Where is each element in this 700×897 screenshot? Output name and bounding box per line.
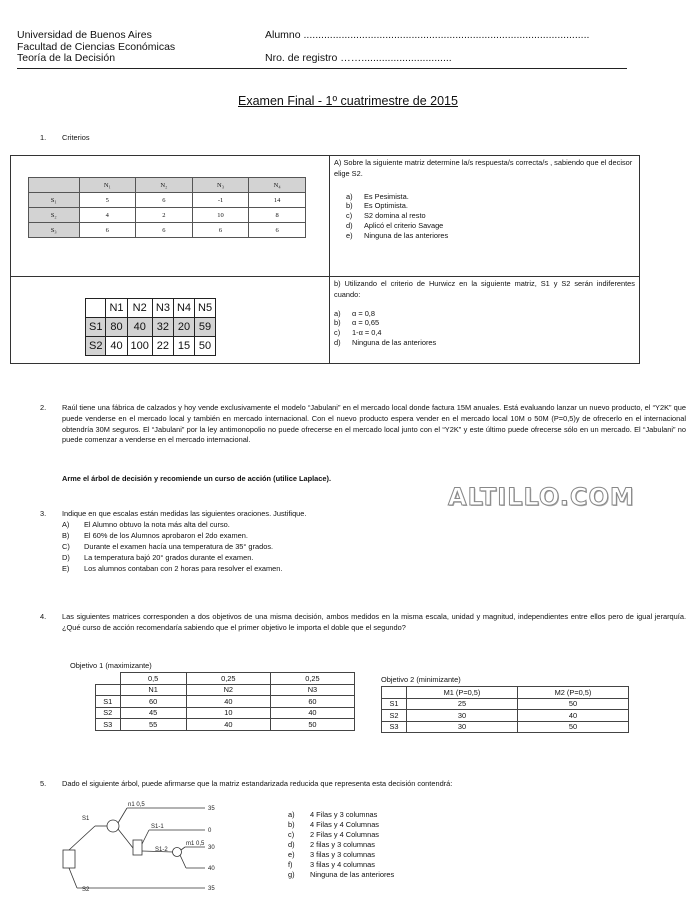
tree-label: S1-2: [155, 847, 168, 853]
tree-label: S1-1: [151, 824, 164, 830]
q4-number: 4.: [40, 612, 47, 621]
obj1-cell: 60: [270, 696, 354, 708]
obj1-title: Objetivo 1 (maximizante): [70, 661, 152, 670]
matrix-b-cell: 80: [106, 318, 127, 337]
q3-item: [62, 553, 282, 564]
option-key: e): [346, 230, 353, 240]
obj1-prob: 0,25: [186, 673, 270, 685]
option-key: b): [334, 318, 341, 328]
matrix-a-header: N₄: [249, 178, 306, 193]
option: [334, 338, 635, 348]
q4-text: Las siguientes matrices corresponden a dos objetivos de una misma decisión, ambos medidos en la misma escala, unidad y magnitud, independientes entre ellos pero de igual jerarquía. ¿Qué curso de acción recomendaría sabiendo que el primer objetivo le importa el doble que el segundo?: [62, 612, 686, 632]
option-text: 2 filas y 3 columnas: [310, 840, 375, 849]
obj2-cell: 30: [407, 710, 518, 722]
matrix-b-header: N3: [152, 299, 173, 318]
decision-tree: [55, 800, 245, 897]
option: [288, 860, 394, 870]
obj2-row-label: S2: [382, 710, 407, 722]
q1-part-a-prompt: A) Sobre la siguiente matriz determine la/s respuesta/s correcta/s , sabiendo que el decisor elige S2.: [334, 158, 633, 178]
option: [288, 850, 394, 860]
obj1-cell: 40: [186, 719, 270, 731]
matrix-b-cell: 22: [152, 337, 173, 356]
option: [334, 328, 635, 338]
matrix-a-cell: 10: [192, 208, 249, 223]
option-key: a): [334, 308, 341, 318]
q3-item-text: Los alumnos contaban con 2 horas para resolver el examen.: [84, 563, 283, 573]
option-key: c): [346, 211, 353, 221]
decision-node: [63, 850, 75, 868]
matrix-b-cell: 40: [127, 318, 152, 337]
option: [346, 221, 635, 231]
student-field: Alumno ..................................................................................................: [265, 29, 590, 41]
matrix-a-row-label: S₂: [29, 208, 80, 223]
tree-payoff: 35: [208, 886, 215, 892]
q5-options: [288, 810, 394, 880]
obj2-cell: 25: [407, 698, 518, 710]
tree-payoff: 30: [208, 845, 215, 851]
q1-part-b-prompt: b) Utilizando el criterio de Hurwicz en la siguiente matriz, S1 y S2 serán indiferentes cuando:: [334, 279, 635, 299]
obj2-cell: 40: [518, 710, 629, 722]
option-key: a): [346, 191, 353, 201]
watermark: ALTILLO.COM: [448, 483, 635, 511]
q3-item: [62, 520, 282, 531]
branch-s1: [69, 826, 95, 850]
matrix-b-header: N2: [127, 299, 152, 318]
obj2-cell: 30: [407, 721, 518, 733]
branch-n1: [118, 808, 127, 823]
obj1-cell: 60: [120, 696, 186, 708]
q2-number: 2.: [40, 403, 47, 412]
option-key: f): [288, 860, 293, 869]
q3-item-key: C): [62, 541, 70, 551]
q1-title: Criterios: [62, 133, 90, 142]
option-key: a): [288, 810, 295, 819]
obj2-title: Objetivo 2 (minimizante): [381, 675, 461, 684]
option-key: d): [334, 337, 341, 347]
option: [288, 870, 394, 880]
university-name: Universidad de Buenos Aires: [17, 29, 152, 41]
matrix-a-cell: 6: [249, 223, 306, 238]
obj1-cell: 10: [186, 707, 270, 719]
q3-item: [62, 542, 282, 553]
obj1-row-label: S1: [96, 696, 121, 708]
option: [288, 820, 394, 830]
option-text: Ninguna de las anteriores: [310, 870, 395, 879]
decision-node-2: [133, 840, 142, 855]
q1-part-a-box: [329, 155, 640, 277]
q3-item-key: D): [62, 552, 70, 562]
obj2-header: M1 (P=0,5): [407, 687, 518, 699]
q1-matrix-a: [28, 177, 306, 238]
obj2-table: [381, 686, 629, 733]
matrix-b-header: N1: [106, 299, 127, 318]
option-text: 1-α = 0,4: [352, 328, 382, 338]
matrix-b-cell: 100: [127, 337, 152, 356]
matrix-a-cell: 6: [192, 223, 249, 238]
q3-item: [62, 564, 282, 575]
obj1-blank: [96, 684, 121, 696]
tree-label: S2: [82, 887, 90, 893]
option: [288, 830, 394, 840]
option-text: α = 0,65: [352, 318, 380, 328]
obj1-cell: 40: [270, 707, 354, 719]
matrix-b-cell: 59: [195, 318, 216, 337]
option-key: d): [346, 220, 353, 230]
option-text: S2 domina al resto: [364, 211, 426, 221]
obj1-row-label: S3: [96, 719, 121, 731]
obj2-cell: 50: [518, 698, 629, 710]
matrix-a-cell: 8: [249, 208, 306, 223]
q3-number: 3.: [40, 509, 47, 518]
obj1-header: N1: [120, 684, 186, 696]
exam-title: Examen Final - 1º cuatrimestre de 2015: [238, 94, 458, 108]
option: [346, 201, 635, 211]
obj2-blank: [382, 687, 407, 699]
tree-payoff: 40: [208, 866, 215, 872]
obj2-row-label: S1: [382, 698, 407, 710]
option-text: 4 Filas y 4 Columnas: [310, 820, 380, 829]
obj1-cell: 40: [186, 696, 270, 708]
matrix-a-cell: 5: [79, 193, 136, 208]
tree-payoff: 35: [208, 806, 215, 812]
option-text: 3 filas y 4 columnas: [310, 860, 375, 869]
option-text: Ninguna de las anteriores: [352, 337, 437, 347]
option: [346, 231, 635, 241]
matrix-a-row-label: S₃: [29, 223, 80, 238]
matrix-a-cell: -1: [192, 193, 249, 208]
matrix-a-cell: 4: [79, 208, 136, 223]
q3-item-text: El Alumno obtuvo la nota más alta del curso.: [84, 520, 230, 529]
matrix-a-cell: 6: [79, 223, 136, 238]
q1-matrix-a-box: [10, 155, 330, 277]
matrix-a-cell: 6: [136, 223, 193, 238]
option: [346, 192, 635, 202]
branch-s2: [69, 868, 77, 888]
obj1-blank: [96, 673, 121, 685]
obj1-table: [95, 672, 355, 731]
q3-item: [62, 531, 282, 542]
q1-part-b-options: [334, 309, 635, 348]
obj1-header: N3: [270, 684, 354, 696]
matrix-a-corner: [29, 178, 80, 193]
q3-item-text: Durante el examen hacía una temperatura de 35° grados.: [84, 541, 274, 551]
institution-block: [17, 30, 175, 65]
option-text: Ninguna de las anteriores: [364, 230, 449, 240]
q1-matrix-b: [85, 298, 216, 356]
q3-item-key: E): [62, 563, 70, 573]
option: [288, 810, 394, 820]
option-key: c): [334, 328, 341, 338]
obj1-cell: 45: [120, 707, 186, 719]
option: [346, 211, 635, 221]
q2-instruction: Arme el árbol de decisión y recomiende un curso de acción (utilice Laplace).: [62, 474, 332, 483]
option: [288, 840, 394, 850]
obj1-row-label: S2: [96, 707, 121, 719]
matrix-a-cell: 14: [249, 193, 306, 208]
option: [334, 318, 635, 328]
option-key: d): [288, 840, 295, 849]
option-text: Aplicó el criterio Savage: [364, 220, 444, 230]
q2-text: Raúl tiene una fábrica de calzados y hoy vende exclusivamente el modelo “Jabulani” en el mercado local donde factura 15M anuales. Está evaluando lanzar un nuevo producto, el “Y2K” que puede venderse en el mercado local y también en mercado internacional. Con el nuevo producto espera vender en el mercado local 10M o 50M (P=0,5)y de ofrecerlo en el internacional obtendría 30M seguros. El “Jabulani” por la ley antimonopolio no puede ofrecerse en el mercado local junto con el “Y2K” y este último puede ofrecerse sólo en un mercado. El “Jabulani” no puede comenzar a venderse en el mercado internacional.: [62, 403, 686, 445]
option-text: Es Optimista.: [364, 201, 408, 211]
matrix-b-header: N4: [173, 299, 194, 318]
q1-number: 1.: [40, 133, 47, 142]
matrix-a-cell: 2: [136, 208, 193, 223]
tree-payoff: 0: [208, 828, 212, 834]
q3-item-key: A): [62, 520, 70, 529]
matrix-b-cell: 15: [173, 337, 194, 356]
matrix-b-header: N5: [195, 299, 216, 318]
obj1-cell: 50: [270, 719, 354, 731]
matrix-a-row-label: S₁: [29, 193, 80, 208]
option-text: 2 Filas y 4 Columnas: [310, 830, 380, 839]
registry-field: Nro. de registro ……...............................: [265, 52, 452, 64]
tree-label: S1: [82, 816, 90, 822]
q1-matrix-b-box: [10, 276, 330, 364]
matrix-a-header: N₁: [79, 178, 136, 193]
obj1-prob: 0,5: [120, 673, 186, 685]
branch-n2: [118, 829, 133, 848]
option-key: b): [288, 820, 295, 829]
q5-text: Dado el siguiente árbol, puede afirmarse que la matriz estandarizada reducida que representa esta decisión contendrá:: [62, 779, 453, 788]
chance-node: [107, 820, 119, 832]
matrix-b-row-label: S2: [86, 337, 106, 356]
obj1-header: N2: [186, 684, 270, 696]
option-text: α = 0,8: [352, 308, 375, 318]
matrix-b-corner: [86, 299, 106, 318]
q3-item-text: La temperatura bajó 20° grados durante el examen.: [84, 552, 254, 562]
branch-m2: [180, 855, 186, 868]
option-key: g): [288, 870, 295, 879]
header-rule: [17, 68, 627, 69]
obj1-prob: 0,25: [270, 673, 354, 685]
option-key: c): [288, 830, 295, 839]
option-key: e): [288, 850, 295, 859]
tree-label: n1 0,5: [128, 802, 145, 808]
q3-item-key: B): [62, 530, 70, 540]
q3-item-text: El 60% de los Alumnos aprobaron el 2do examen.: [84, 530, 248, 540]
matrix-b-cell: 32: [152, 318, 173, 337]
matrix-b-cell: 20: [173, 318, 194, 337]
option: [334, 309, 635, 319]
matrix-b-cell: 40: [106, 337, 127, 356]
q3-text: Indique en que escalas están medidas las siguientes oraciones. Justifique.: [62, 509, 307, 518]
obj2-cell: 50: [518, 721, 629, 733]
matrix-b-row-label: S1: [86, 318, 106, 337]
q1-part-a-options: [346, 192, 635, 241]
option-text: Es Pesimista.: [364, 191, 409, 201]
matrix-a-header: N₂: [136, 178, 193, 193]
branch-s1-1: [142, 830, 149, 844]
faculty-name: Facultad de Ciencias Económicas: [17, 40, 176, 53]
matrix-a-cell: 6: [136, 193, 193, 208]
q1-part-b-box: [329, 276, 640, 364]
obj2-header: M2 (P=0,5): [518, 687, 629, 699]
matrix-b-cell: 50: [195, 337, 216, 356]
q5-number: 5.: [40, 779, 47, 788]
obj2-row-label: S3: [382, 721, 407, 733]
matrix-a-header: N₃: [192, 178, 249, 193]
course-name: Teoría de la Decisión: [17, 52, 116, 64]
option-text: 3 filas y 3 columnas: [310, 850, 375, 859]
option-text: 4 Filas y 3 columnas: [310, 810, 378, 819]
branch-m1: [181, 847, 185, 850]
obj1-cell: 55: [120, 719, 186, 731]
option-key: b): [346, 201, 353, 211]
tree-label: m1 0,5: [186, 841, 205, 847]
q3-items: [62, 520, 282, 575]
